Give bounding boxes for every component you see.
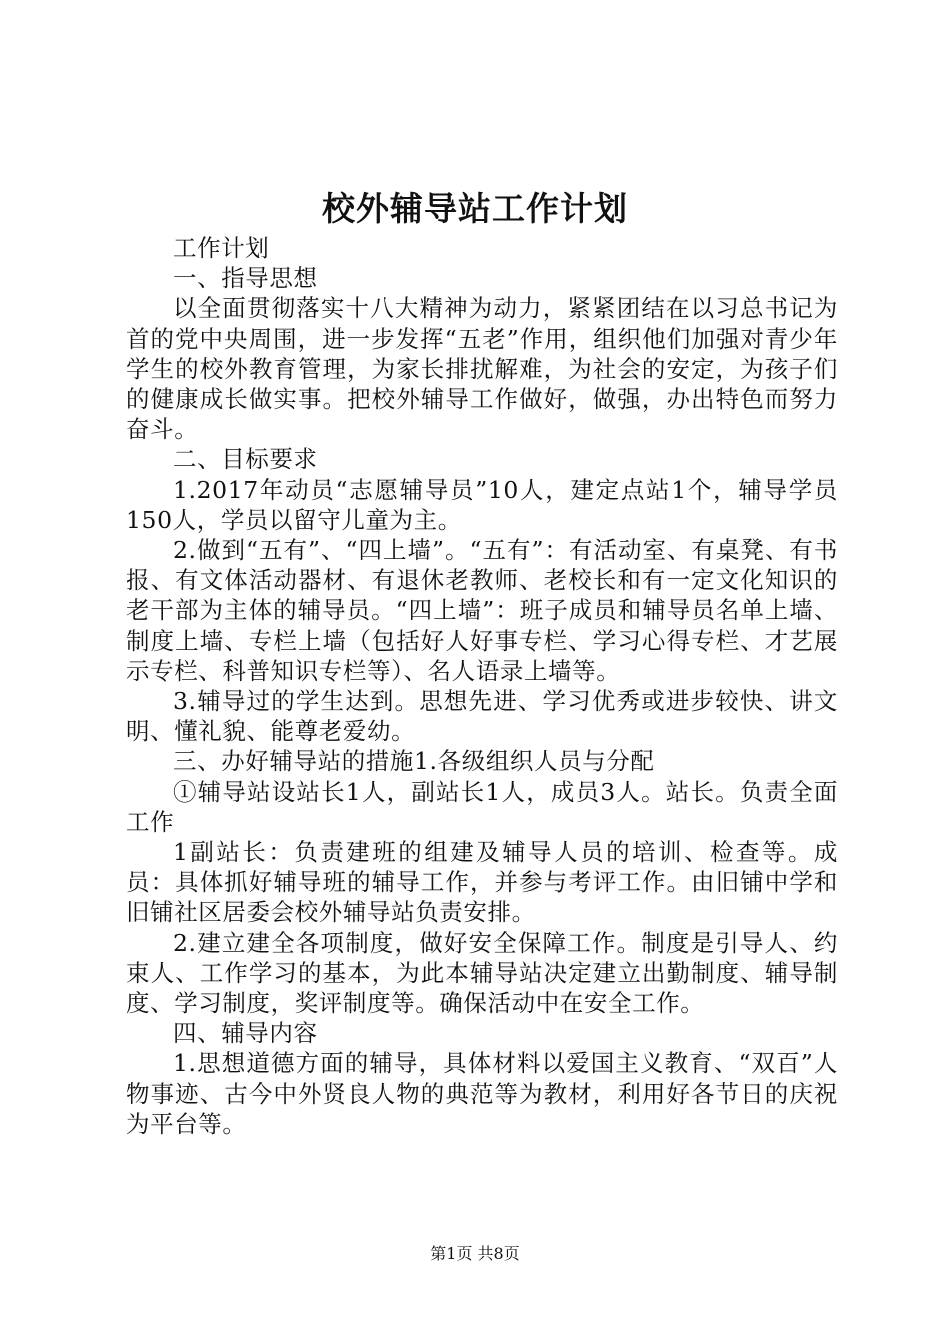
section-heading: 三、办好辅导站的措施1.各级组织人员与分配 [173,747,655,776]
page-footer: 第1页 共8页 [430,1244,520,1263]
paragraph: 以全面贯彻落实十八大精神为动力，紧紧团结在以习总书记为首的党中央周围，进一步发挥“五老”作用，组织他们加强对青少年学生的校外教育管理，为家长排扰解难，为社会的安定，为孩子们的健康成长做实事。把校外辅导工作做好，做强，办出特色而努力奋斗。 [126,294,838,444]
paragraph: 2.建立建全各项制度，做好安全保障工作。制度是引导人、约束人、工作学习的基本，为此本辅导站决定建立出勤制度、辅导制度、学习制度，奖评制度等。确保活动中在安全工作。 [126,928,838,1018]
paragraph: ①辅导站设站长1人，副站长1人，成员3人。站长。负责全面工作 [126,777,838,836]
section-heading: 二、目标要求 [173,445,318,474]
paragraph: 3.辅导过的学生达到。思想先进、学习优秀或进步较快、讲文明、懂礼貌、能尊老爱幼。 [126,687,838,746]
paragraph: 1副站长：负责建班的组建及辅导人员的培训、检查等。成员：具体抓好辅导班的辅导工作，并参与考评工作。由旧铺中学和旧铺社区居委会校外辅导站负责安排。 [126,838,838,927]
paragraph: 2.做到“五有”、“四上墙”。“五有”：有活动室、有桌凳、有书报、有文体活动器材、有退休老教师、老校长和有一定文化知识的老干部为主体的辅导员。“四上墙”：班子成员和辅导员名单上墙、制度上墙、专栏上墙（包括好人好事专栏、学习心得专栏、才艺展示专栏、科普知识专栏等）、名人语录上墙等。 [126,536,838,685]
section-heading: 四、辅导内容 [173,1019,318,1048]
paragraph: 1.思想道德方面的辅导，具体材料以爱国主义教育、“双百”人物事迹、古今中外贤良人物的典范等为教材，利用好各节日的庆祝为平台等。 [126,1049,838,1138]
paragraph: 1.2017年动员“志愿辅导员”10人，建定点站1个，辅导学员150人，学员以留守儿童为主。 [126,475,838,534]
paragraph: 工作计划 [173,234,270,262]
document-title: 校外辅导站工作计划 [322,189,628,228]
document-body [126,233,838,1139]
section-heading: 一、指导思想 [173,264,318,293]
